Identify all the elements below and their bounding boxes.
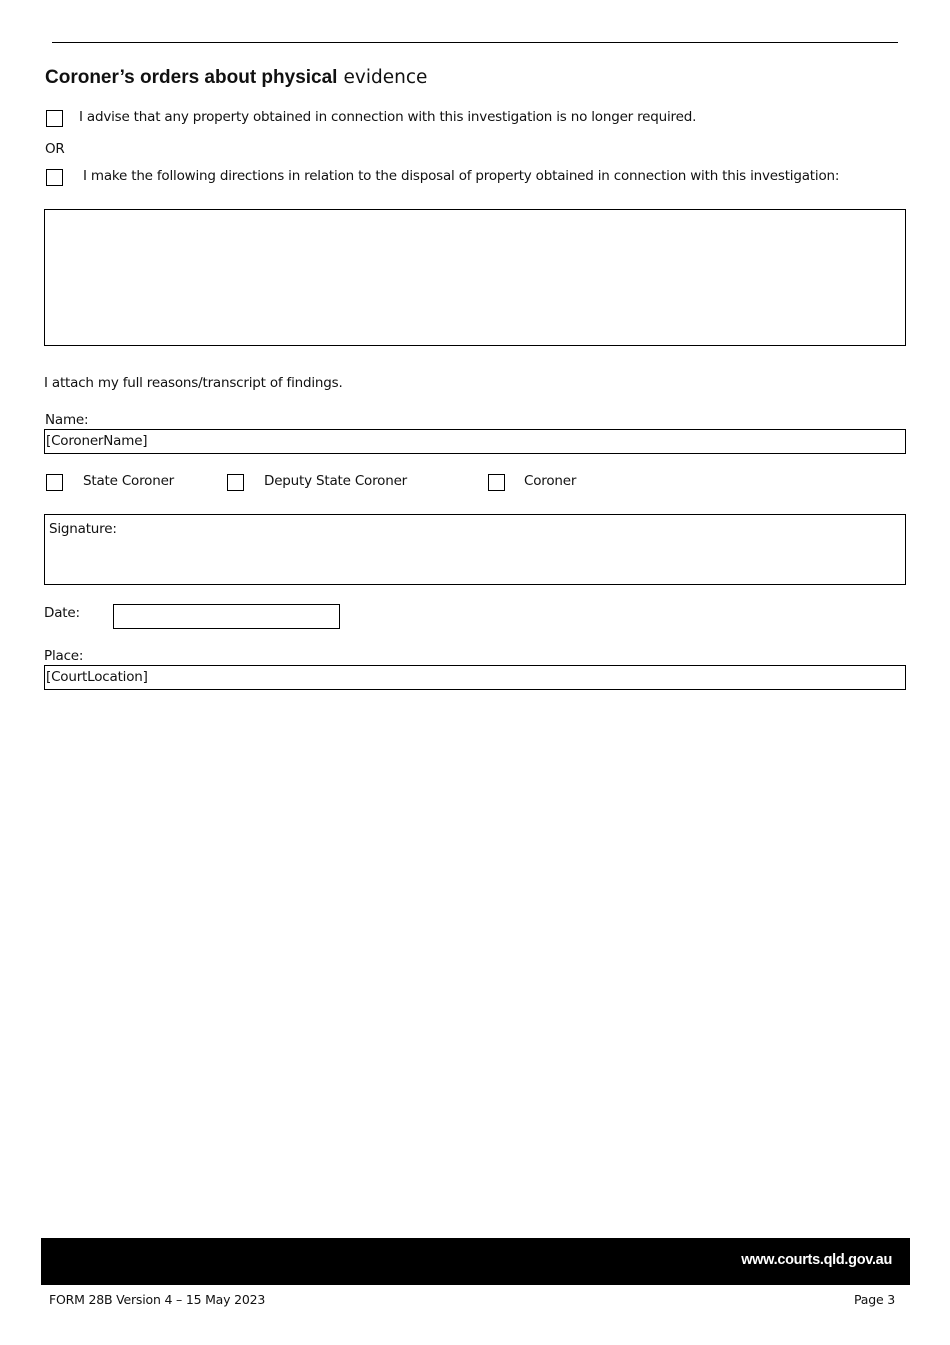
top-divider: [52, 42, 898, 43]
footer-bar: [41, 1238, 910, 1285]
date-field[interactable]: [113, 604, 340, 629]
or-label: OR: [45, 141, 65, 157]
signature-box[interactable]: [44, 514, 906, 585]
no-longer-required-checkbox[interactable]: [46, 110, 63, 127]
name-field[interactable]: [44, 429, 906, 454]
coroner-checkbox[interactable]: [488, 474, 505, 491]
place-label: Place:: [44, 648, 84, 664]
section-heading-normal: evidence: [343, 67, 428, 88]
state-coroner-checkbox[interactable]: [46, 474, 63, 491]
deputy-state-coroner-checkbox[interactable]: [227, 474, 244, 491]
place-field-value: [CourtLocation]: [46, 669, 148, 685]
place-field[interactable]: [44, 665, 906, 690]
directions-label: I make the following directions in relation to the disposal of property obtained in connection with this investigation:: [83, 168, 840, 184]
state-coroner-label: State Coroner: [83, 473, 175, 489]
form-version: FORM 28B Version 4 – 15 May 2023: [49, 1292, 266, 1307]
footer-website-link[interactable]: www.courts.qld.gov.au: [741, 1252, 892, 1268]
section-heading: [45, 66, 427, 89]
date-label: Date:: [44, 605, 80, 621]
signature-label: Signature:: [49, 521, 117, 537]
coroner-label: Coroner: [524, 473, 577, 489]
directions-checkbox[interactable]: [46, 169, 63, 186]
page-number: Page 3: [854, 1292, 895, 1307]
section-heading-bold: Coroner’s orders about physical: [45, 67, 338, 88]
name-field-value: [CoronerName]: [46, 433, 148, 449]
name-label: Name:: [45, 412, 89, 428]
attach-statement: I attach my full reasons/transcript of findings.: [44, 375, 343, 391]
deputy-state-coroner-label: Deputy State Coroner: [264, 473, 408, 489]
no-longer-required-label: I advise that any property obtained in connection with this investigation is no longer required.: [79, 109, 697, 125]
directions-textarea[interactable]: [44, 209, 906, 346]
